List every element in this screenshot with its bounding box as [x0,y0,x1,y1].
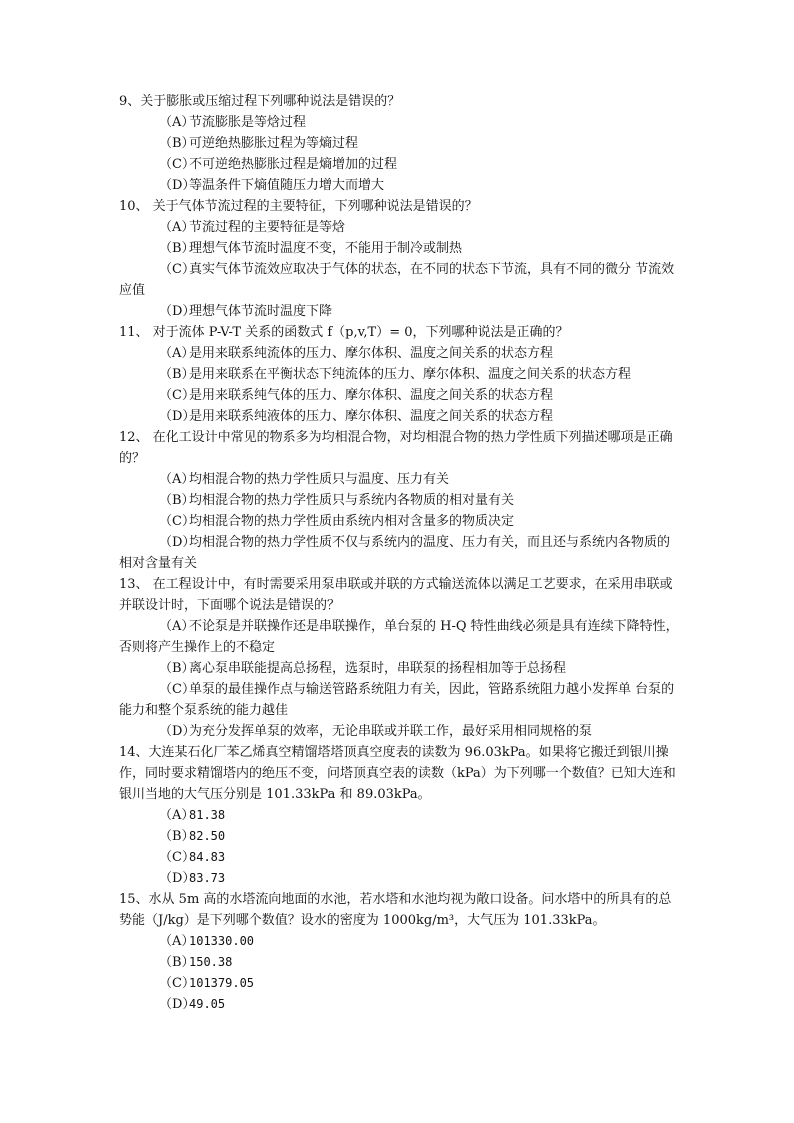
option-text: 不可逆绝热膨胀过程是熵增加的过程 [189,157,398,172]
option-text: 均相混合物的热力学性质只与系统内各物质的相对量有关 [189,493,515,508]
option-label: （C） [159,514,195,529]
option-label: （C） [159,682,195,697]
option-text: 是用来联系在平衡状态下纯流体的压力、摩尔体积、温度之间关系的状态方程 [189,367,632,382]
question-text: 关于膨胀或压缩过程下列哪种说法是错误的？ [140,94,401,109]
question-number: 9、 [119,94,141,109]
question-9 [119,91,679,196]
option-d [119,532,679,574]
option-text: 节流过程的主要特征是等焓 [189,220,346,235]
option-b [119,133,679,154]
option-c [119,511,679,532]
question-number: 12、 [119,430,149,445]
question-14 [119,742,679,889]
question-text: 关于气体节流过程的主要特征，下列哪种说法是错误的？ [148,199,478,214]
question-12 [119,427,679,574]
option-c [119,847,679,868]
question-10 [119,196,679,322]
question-text: 在化工设计中常见的物系多为均相混合物，对均相混合物的热力学性质下列描述哪项是正确的？ [119,430,673,466]
question-number: 13、 [119,577,149,592]
option-text: 均相混合物的热力学性质不仅与系统内的温度、压力有关，而且还与系统内各物质的相对含量有关 [119,535,671,571]
option-text: 101379.05 [189,976,255,990]
option-a [119,217,679,238]
option-label: （C） [159,976,195,991]
option-label: （A） [159,346,195,361]
option-text: 49.05 [189,997,226,1011]
option-text: 均相混合物的热力学性质只与温度、压力有关 [189,472,450,487]
option-label: （B） [159,241,195,256]
option-label: （D） [159,535,196,550]
option-label: （A） [159,619,195,634]
option-label: （D） [159,409,196,424]
option-c [119,259,679,301]
option-label: （B） [159,661,195,676]
option-d [119,868,679,889]
question-stem [119,889,679,931]
option-label: （A） [159,472,195,487]
option-text: 是用来联系纯液体的压力、摩尔体积、温度之间关系的状态方程 [189,409,554,424]
question-text: 水从 5m 高的水塔流向地面的水池，若水塔和水池均视为敞口设备。问水塔中的所具有的总势能（J/kg）是下列哪个数值？设水的密度为 1000kg/m³，大气压为 101.33kPa。 [119,892,672,928]
option-b [119,826,679,847]
option-label: （C） [159,262,195,277]
question-number: 15、 [119,892,149,907]
option-text: 均相混合物的热力学性质由系统内相对含量多的物质决定 [189,514,515,529]
option-text: 为充分发挥单泵的效率，无论串联或并联工作，最好采用相同规格的泵 [189,724,593,739]
question-text: 在工程设计中，有时需要采用泵串联或并联的方式输送流体以满足工艺要求，在采用串联或并联设计时，下面哪个说法是错误的？ [119,577,673,613]
option-label: （B） [159,829,195,844]
option-d [119,301,679,322]
question-15 [119,889,679,1015]
option-a [119,469,679,490]
option-text: 不论泵是并联操作还是串联操作，单台泵的 H-Q 特性曲线必须是具有连续下降特性，否则将产生操作上的不稳定 [119,619,679,655]
option-text: 理想气体节流时温度下降 [189,304,333,319]
option-text: 节流膨胀是等焓过程 [189,115,307,130]
option-label: （C） [159,850,195,865]
option-label: （B） [159,136,195,151]
option-text: 是用来联系纯流体的压力、摩尔体积、温度之间关系的状态方程 [189,346,554,361]
option-a [119,805,679,826]
option-text: 82.50 [189,829,226,843]
option-a [119,616,679,658]
option-label: （C） [159,157,195,172]
question-13 [119,574,679,742]
option-b [119,952,679,973]
option-text: 单泵的最佳操作点与输送管路系统阻力有关，因此，管路系统阻力越小发挥单 台泵的能力和整个泵系统的能力越佳 [119,682,675,718]
option-label: （A） [159,115,195,130]
question-stem [119,574,679,616]
option-text: 是用来联系纯气体的压力、摩尔体积、温度之间关系的状态方程 [189,388,554,403]
option-text: 81.38 [189,808,226,822]
option-text: 101330.00 [189,934,255,948]
option-b [119,238,679,259]
option-text: 150.38 [189,955,233,969]
option-a [119,931,679,952]
option-label: （B） [159,367,195,382]
question-11 [119,322,679,427]
option-text: 真实气体节流效应取决于气体的状态，在不同的状态下节流，具有不同的微分 节流效应值 [119,262,675,298]
option-label: （D） [159,304,196,319]
option-label: （B） [159,955,195,970]
option-label: （A） [159,220,195,235]
option-text: 等温条件下熵值随压力增大而增大 [189,178,385,193]
question-number: 10、 [119,199,149,214]
option-a [119,343,679,364]
option-label: （D） [159,871,196,886]
question-stem [119,322,679,343]
option-label: （B） [159,493,195,508]
option-label: （C） [159,388,195,403]
question-stem [119,742,679,805]
option-text: 可逆绝热膨胀过程为等熵过程 [189,136,359,151]
option-c [119,679,679,721]
question-stem [119,91,679,112]
question-list [119,91,679,1015]
option-d [119,406,679,427]
option-text: 离心泵串联能提高总扬程，选泵时，串联泵的扬程相加等于总扬程 [189,661,567,676]
option-d [119,721,679,742]
option-text: 83.73 [189,871,226,885]
option-c [119,973,679,994]
option-b [119,658,679,679]
option-b [119,364,679,385]
option-b [119,490,679,511]
option-label: （D） [159,724,196,739]
question-number: 11、 [119,325,149,340]
option-label: （D） [159,178,196,193]
question-text: 大连某石化厂苯乙烯真空精馏塔塔顶真空度表的读数为 96.03kPa。如果将它搬迁到银川操作，同时要求精馏塔内的绝压不变，问塔顶真空表的读数（kPa）为下列哪一个数值？已知大连和银川当地的大气压分别是 101.33kPa 和 89.03kPa。 [119,745,676,802]
option-c [119,154,679,175]
question-number: 14、 [119,745,149,760]
question-text: 对于流体 P-V-T 关系的函数式 f（p,v,T）= 0，下列哪种说法是正确的？ [148,325,569,340]
question-stem [119,196,679,217]
option-label: （D） [159,997,196,1012]
option-label: （A） [159,934,195,949]
question-stem [119,427,679,469]
option-a [119,112,679,133]
option-c [119,385,679,406]
option-d [119,175,679,196]
option-label: （A） [159,808,195,823]
option-text: 理想气体节流时温度不变，不能用于制冷或制热 [189,241,463,256]
option-text: 84.83 [189,850,226,864]
option-d [119,994,679,1015]
